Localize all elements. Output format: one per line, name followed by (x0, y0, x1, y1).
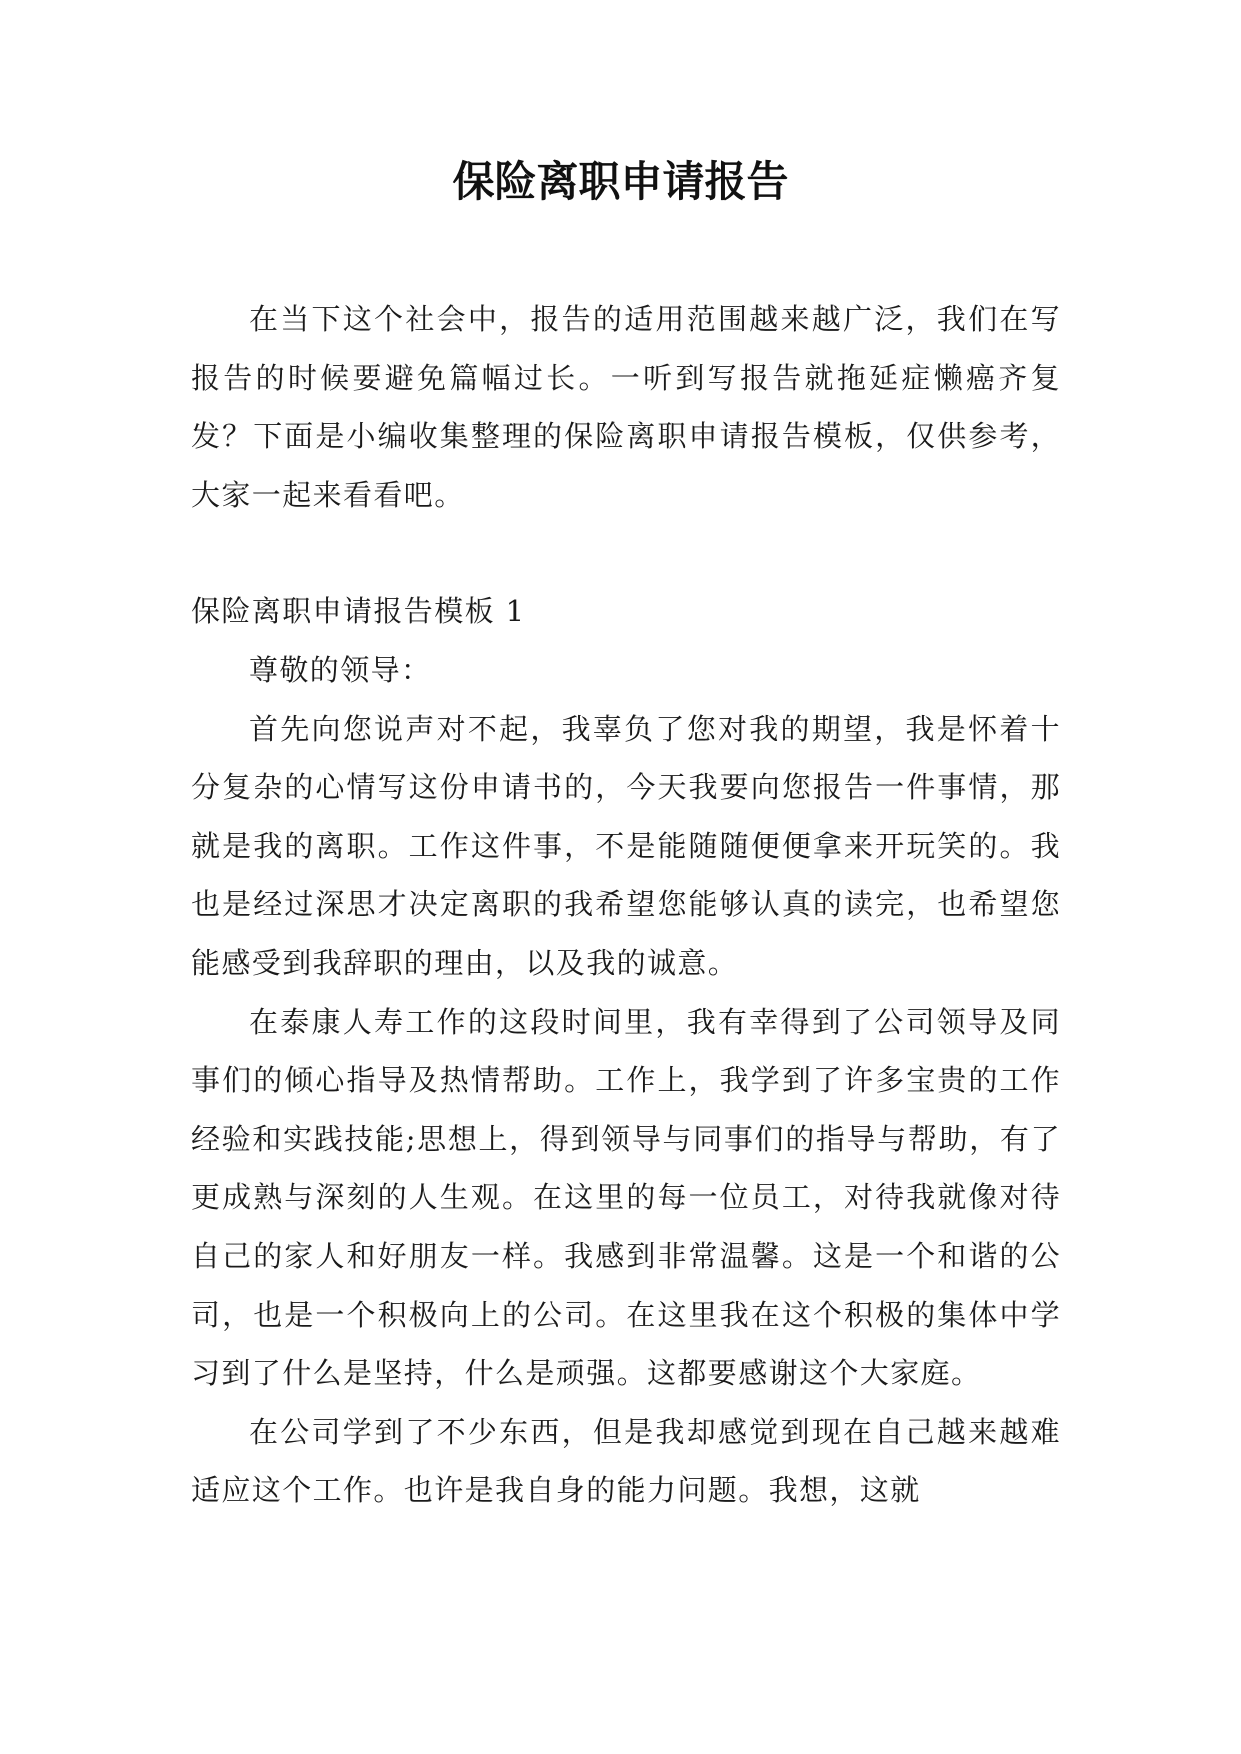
document-title: 保险离职申请报告 (452, 157, 789, 206)
section-heading: 保险离职申请报告模板 1 (191, 594, 526, 629)
intro-paragraph: 在当下这个社会中，报告的适用范围越来越广泛，我们在写报告的时候要避免篇幅过长。一听到写报告就拖延症懒癌齐复发？下面是小编收集整理的保险离职申请报告模板，仅供参考，大家一起来看看吧。 (191, 302, 1061, 512)
document-body (191, 290, 1061, 1520)
body-paragraph-3: 在公司学到了不少东西，但是我却感觉到现在自己越来越难适应这个工作。也许是我自身的能力问题。我想，这就 (191, 1414, 1061, 1508)
salutation: 尊敬的领导： (249, 652, 432, 687)
body-paragraph-2: 在泰康人寿工作的这段时间里，我有幸得到了公司领导及同事们的倾心指导及热情帮助。工作上，我学到了许多宝贵的工作经验和实践技能;思想上，得到领导与同事们的指导与帮助，有了更成熟与深刻的人生观。在这里的每一位员工，对待我就像对待自己的家人和好朋友一样。我感到非常温馨。这是一个和谐的公司，也是一个积极向上的公司。在这里我在这个积极的集体中学习到了什么是坚持，什么是顽强。这都要感谢这个大家庭。 (191, 1004, 1061, 1391)
body-paragraph-1: 首先向您说声对不起，我辜负了您对我的期望，我是怀着十分复杂的心情写这份申请书的，今天我要向您报告一件事情，那就是我的离职。工作这件事，不是能随随便便拿来开玩笑的。我也是经过深思才决定离职的我希望您能够认真的读完，也希望您能感受到我辞职的理由，以及我的诚意。 (191, 711, 1061, 980)
